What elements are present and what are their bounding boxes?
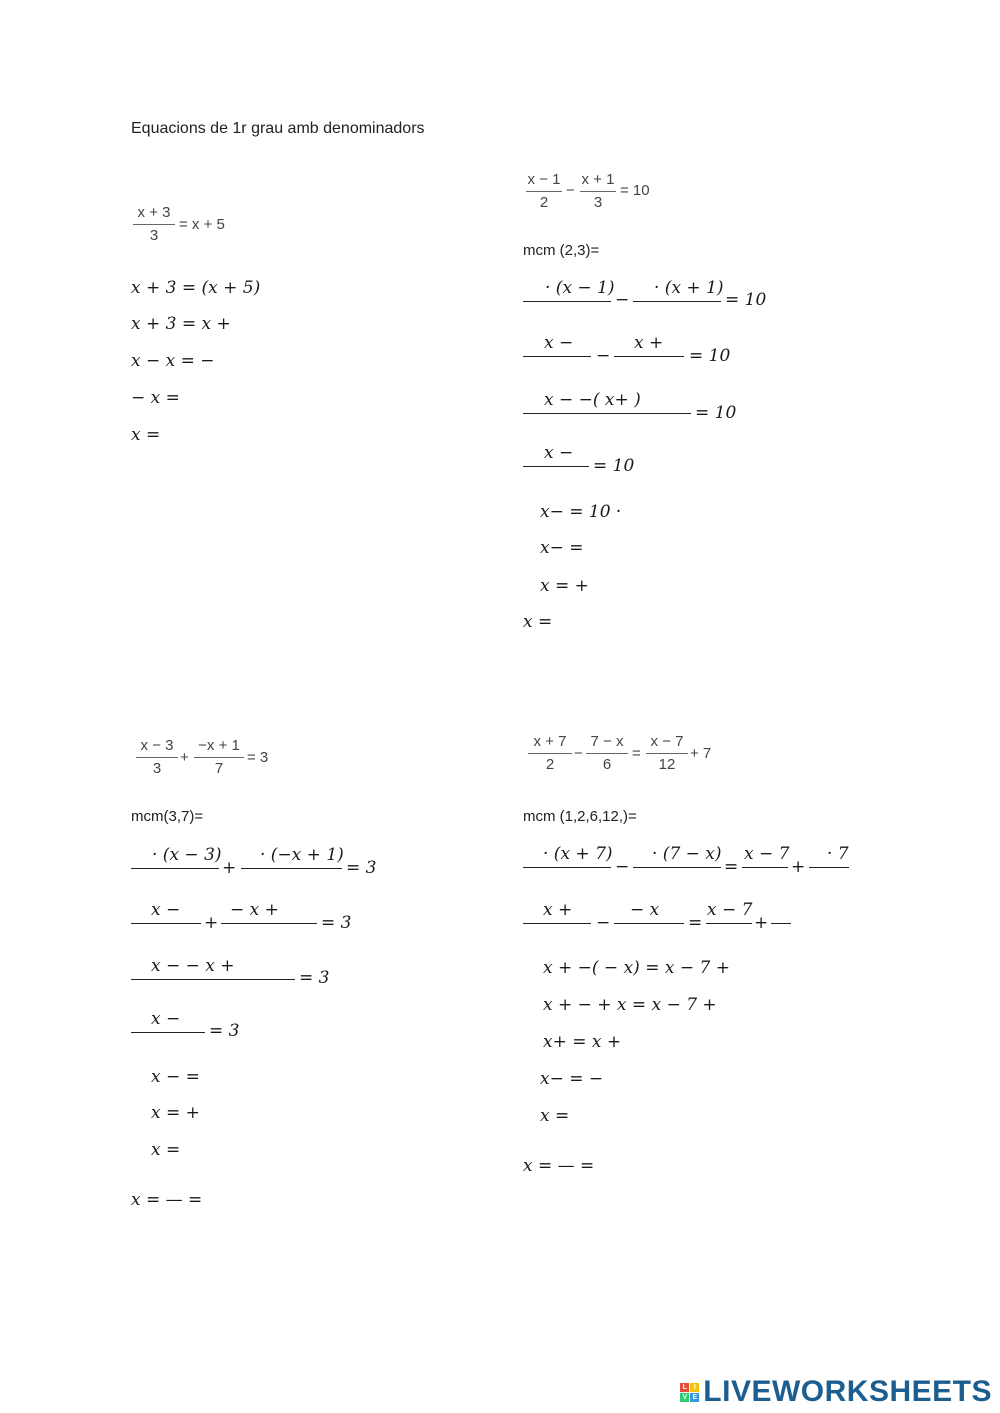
ex1-step-3[interactable]: x − x = − [131,351,215,371]
ex4-eq-equals: = [632,745,641,762]
ex3-r1-bar-1 [131,868,219,869]
liveworksheets-logo-icon [680,1383,699,1402]
ex2-r1-op: − [615,290,630,310]
ex4-r1-num-1[interactable]: · (x + 7) [543,844,613,864]
ex2-step-1[interactable]: x− = 10 · [540,502,622,522]
ex2-r2-num-1[interactable]: x − [544,333,574,353]
ex4-r2-num-2[interactable]: − x [630,900,660,920]
ex2-eq-num-1: x − 1 [526,171,562,192]
ex4-step-2[interactable]: x + − + x = x − 7 + [543,995,717,1015]
ex4-r1-num-4[interactable]: · 7 [827,844,849,864]
ex3-r2-rhs: = 3 [321,913,352,933]
ex3-eq-plus: + [180,749,189,766]
ex2-r4-rhs: = 10 [593,456,635,476]
ex2-r1-bar-2 [633,301,721,302]
ex4-mcm-label[interactable]: mcm (1,2,6,12,)= [523,808,637,825]
ex2-eq-den-1: 2 [539,194,549,211]
ex3-r3-bar [131,979,295,980]
ex2-r1-num-1[interactable]: · (x − 1) [545,278,615,298]
ex3-step-4[interactable]: x = — = [131,1190,203,1210]
ex3-step-2[interactable]: x = + [151,1103,200,1123]
ex2-r2-bar-2 [614,356,684,357]
ex1-eq-rhs: = x + 5 [179,216,225,233]
ex4-eq-minus: − [574,745,583,762]
ex3-eq-num-1: x − 3 [136,737,178,758]
ex3-r2-bar-2 [221,923,317,924]
logo-letter-e: E [690,1393,699,1402]
ex1-step-2[interactable]: x + 3 = x + [131,314,231,334]
ex4-r2-bar-2 [614,923,684,924]
ex4-r1-bar-3 [742,867,788,868]
ex4-r1-op: − [615,857,630,877]
ex2-eq-num-2: x + 1 [580,171,616,192]
page-title: Equacions de 1r grau amb denominadors [131,120,425,137]
ex2-r1-rhs: = 10 [725,290,767,310]
logo-letter-v: V [680,1393,689,1402]
ex3-r1-bar-2 [241,868,342,869]
ex3-r1-op: + [222,858,237,878]
liveworksheets-logo-text: LIVEWORKSHEETS [703,1375,992,1408]
ex3-step-1[interactable]: x − = [151,1067,200,1087]
ex4-step-5[interactable]: x = [540,1106,570,1126]
ex4-r2-plus: + [754,913,769,933]
ex3-eq-den-2: 7 [214,760,224,777]
ex3-mcm-label[interactable]: mcm(3,7)= [131,808,204,825]
ex3-r2-bar-1 [131,923,201,924]
ex2-eq-den-2: 3 [593,194,603,211]
ex2-r1-bar-1 [523,301,611,302]
ex4-eq-num-2: 7 − x [586,733,628,754]
ex1-step-1[interactable]: x + 3 = (x + 5) [131,278,261,298]
ex3-r3-rhs: = 3 [299,968,330,988]
ex1-step-4[interactable]: − x = [131,388,180,408]
ex2-r2-num-2[interactable]: x + [634,333,664,353]
ex1-eq-denominator: 3 [149,227,159,244]
ex4-r2-equals: = [688,913,703,933]
ex4-eq-num-1: x + 7 [528,733,572,754]
ex4-step-1[interactable]: x + −( − x) = x − 7 + [543,958,730,978]
ex4-r1-bar-4 [809,867,849,868]
ex4-step-3[interactable]: x+ = x + [543,1032,622,1052]
ex3-eq-rhs: = 3 [247,749,269,766]
ex3-step-3[interactable]: x = [151,1140,181,1160]
ex4-r1-num-3[interactable]: x − 7 [744,844,790,864]
ex2-mcm-label[interactable]: mcm (2,3)= [523,242,600,259]
ex3-r1-num-1[interactable]: · (x − 3) [152,845,222,865]
ex4-eq-den-2: 6 [602,756,612,773]
ex4-step-4[interactable]: x− = − [540,1069,604,1089]
ex4-r2-bar-3 [706,923,752,924]
ex2-r1-num-2[interactable]: · (x + 1) [654,278,724,298]
ex4-eq-den-1: 2 [545,756,555,773]
ex2-r3-num[interactable]: x − −( x+ ) [544,390,641,410]
ex2-r3-bar [523,413,691,414]
ex3-r2-num-1[interactable]: x − [151,900,181,920]
ex4-r2-num-3[interactable]: x − 7 [707,900,753,920]
ex3-r2-op: + [204,913,219,933]
ex2-r4-bar [523,466,589,467]
ex3-eq-den-1: 3 [152,760,162,777]
ex4-eq-den-3: 12 [658,756,676,773]
logo-letter-l: L [680,1383,689,1392]
ex4-r1-plus: + [791,857,806,877]
ex2-r2-bar-1 [523,356,591,357]
ex2-r2-rhs: = 10 [689,346,731,366]
ex2-eq-minus: − [566,182,575,199]
ex2-step-2[interactable]: x− = [540,538,584,558]
ex2-step-3[interactable]: x = + [540,576,589,596]
ex4-r1-num-2[interactable]: · (7 − x) [652,844,722,864]
ex4-r2-bar-1 [523,923,591,924]
ex3-r2-num-2[interactable]: − x + [230,900,279,920]
ex3-eq-num-2: −x + 1 [194,737,244,758]
ex4-r1-equals: = [724,857,739,877]
ex1-eq-numerator: x + 3 [133,204,175,225]
ex3-r1-rhs: = 3 [346,858,377,878]
ex2-r3-rhs: = 10 [695,403,737,423]
ex2-eq-rhs: = 10 [620,182,650,199]
ex3-r1-num-2[interactable]: · (−x + 1) [260,845,344,865]
liveworksheets-logo [680,1375,992,1409]
ex2-r2-op: − [596,346,611,366]
ex3-r4-rhs: = 3 [209,1021,240,1041]
ex3-r4-num[interactable]: x − [151,1009,181,1029]
logo-letter-i: I [690,1383,699,1392]
ex4-r1-bar-1 [523,867,611,868]
ex4-r2-num-1[interactable]: x + [543,900,573,920]
ex4-r2-op: − [596,913,611,933]
ex3-r3-num[interactable]: x − − x + [151,956,235,976]
ex4-step-6[interactable]: x = — = [523,1156,595,1176]
ex4-r2-bar-4 [771,923,791,924]
ex4-r1-bar-2 [633,867,721,868]
ex1-step-5[interactable]: x = [131,425,161,445]
ex2-step-4[interactable]: x = [523,612,553,632]
ex4-eq-num-3: x − 7 [646,733,688,754]
ex2-r4-num[interactable]: x − [544,443,574,463]
ex4-eq-tail: + 7 [690,745,712,762]
ex3-r4-bar [131,1032,205,1033]
